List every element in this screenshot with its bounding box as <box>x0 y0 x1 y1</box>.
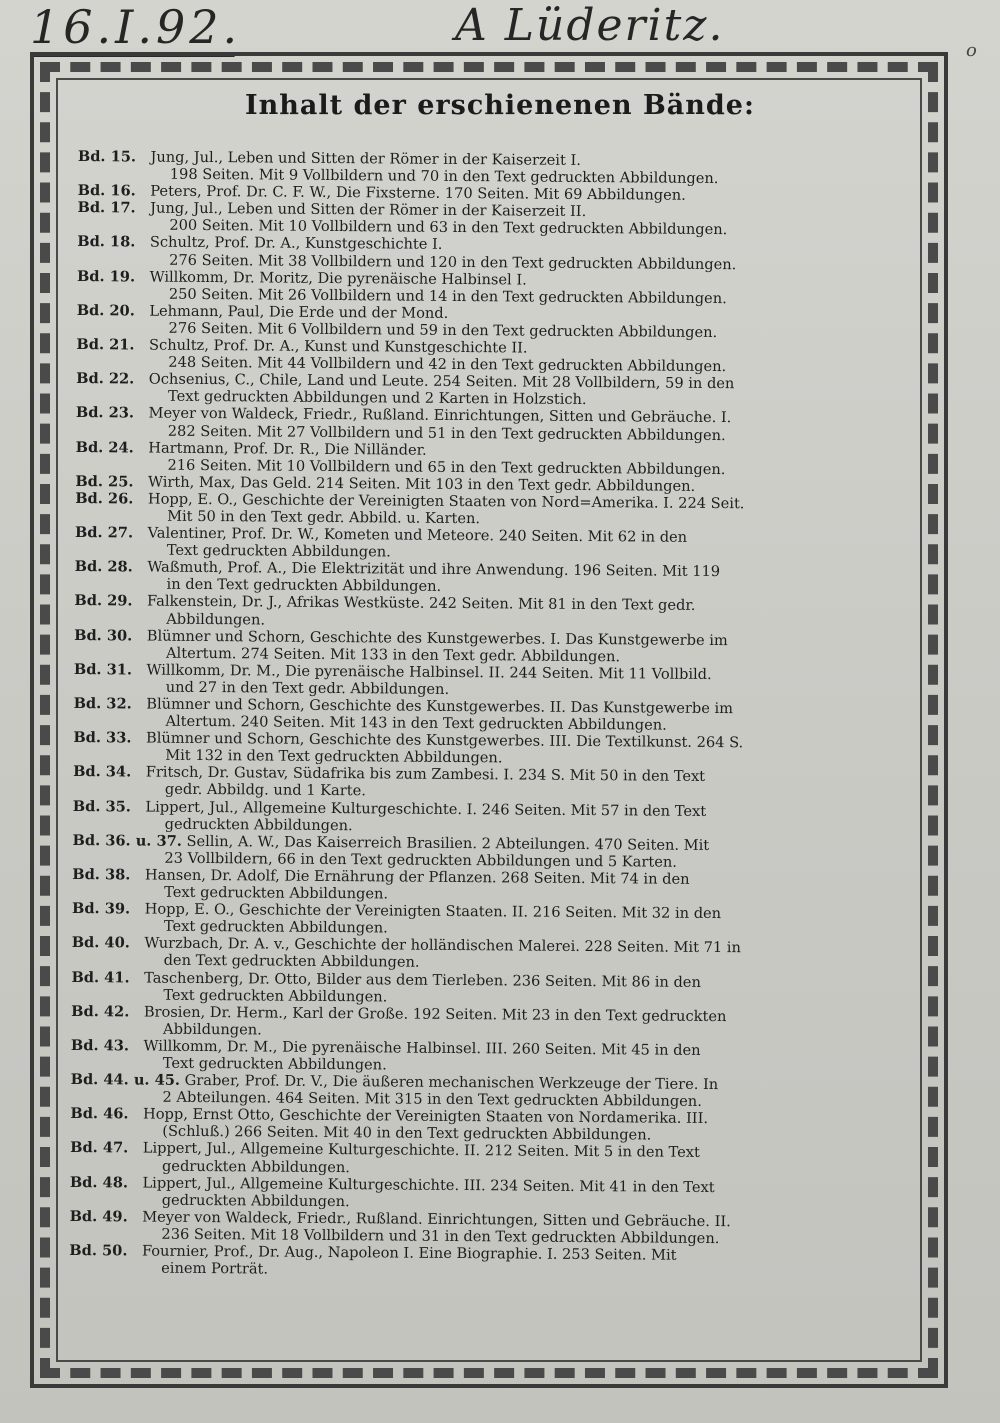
volume-title: Ochsenius, C., Chile, Land und Leute. 254 Seiten. Mit 28 Vollbildern, 59 in den <box>148 370 735 393</box>
volume-details: Altertum. 274 Seiten. Mit 133 in den Text gedr. Abbildungen. <box>165 644 621 665</box>
volume-number: Bd. 26. <box>75 489 134 508</box>
volume-number: Bd. 31. <box>73 660 133 679</box>
volume-title: Schultz, Prof. Dr. A., Kunstgeschichte I. <box>149 234 443 254</box>
volume-details: gedruckten Abbildungen. <box>161 1191 350 1210</box>
volume-number: Bd. 29. <box>74 592 133 610</box>
volume-title: Wurzbach, Dr. A. v., Geschichte der holländischen Malerei. 228 Seiten. Mit 71 in <box>144 934 741 957</box>
volume-title: Meyer von Waldeck, Friedr., Rußland. Einrichtungen, Sitten und Gebräuche. I. <box>148 404 732 427</box>
volume-number: Bd. 40. <box>71 934 130 952</box>
volume-number: Bd. 20. <box>76 301 135 320</box>
volume-details: 216 Seiten. Mit 10 Vollbildern und 65 in den Text gedruckten Abbildungen. <box>167 456 726 478</box>
volume-number: Bd. 43. <box>70 1036 130 1055</box>
volume-title: Willkomm, Dr. Moritz, Die pyrenäische Halbinsel I. <box>149 268 527 289</box>
volume-details: Altertum. 240 Seiten. Mit 143 in den Text gedruckten Abbildungen. <box>165 712 667 734</box>
volume-details: 276 Seiten. Mit 38 Vollbildern und 120 in den Text gedruckten Abbildungen. <box>169 251 737 273</box>
volume-title: Lippert, Jul., Allgemeine Kulturgeschichte. II. 212 Seiten. Mit 5 in den Text <box>142 1139 700 1162</box>
volume-title: Blümner und Schorn, Geschichte des Kunstgewerbes. III. Die Textilkunst. 264 S. <box>145 729 744 752</box>
volume-number: Bd. 36. u. 37. <box>72 831 182 850</box>
volume-title: Lippert, Jul., Allgemeine Kulturgeschichte. I. 246 Seiten. Mit 57 in den Text <box>145 798 707 820</box>
handwritten-signature: A Lüderitz. <box>455 0 725 51</box>
volume-details: Text gedruckten Abbildungen. <box>166 541 391 561</box>
volume-title: Lippert, Jul., Allgemeine Kulturgeschichte. III. 234 Seiten. Mit 41 in den Text <box>142 1174 715 1196</box>
volume-title: Hopp, Ernst Otto, Geschichte der Vereinigten Staaten von Nordamerika. III. <box>142 1105 709 1128</box>
volume-details: einem Porträt. <box>161 1259 269 1278</box>
volume-details: gedruckten Abbildungen. <box>164 815 353 834</box>
volume-title: Hansen, Dr. Adolf, Die Ernährung der Pflanzen. 268 Seiten. Mit 74 in den <box>144 866 690 888</box>
volume-details: 282 Seiten. Mit 27 Vollbildern und 51 in den Text gedruckten Abbildungen. <box>167 422 726 444</box>
handwritten-date: 16.I.92. <box>30 0 242 54</box>
volume-number: Bd. 17. <box>77 199 136 217</box>
volume-details: Text gedruckten Abbildungen. <box>163 917 388 937</box>
volume-title: Hartmann, Prof. Dr. R., Die Nilländer. <box>148 439 427 459</box>
volume-title: Meyer von Waldeck, Friedr., Rußland. Einrichtungen, Sitten und Gebräuche. II. <box>142 1208 731 1230</box>
volume-title: Lehmann, Paul, Die Erde und der Mond. <box>149 302 449 322</box>
volume-title: Blümner und Schorn, Geschichte des Kunstgewerbes. II. Das Kunstgewerbe im <box>146 695 734 718</box>
volume-number: Bd. 23. <box>75 404 135 422</box>
volume-number: Bd. 48. <box>69 1173 129 1192</box>
volume-details: Mit 132 in den Text gedruckten Abbildungen. <box>165 746 503 767</box>
volume-number: Bd. 42. <box>71 1002 130 1021</box>
volume-number: Bd. 21. <box>76 336 135 354</box>
volume-details: 250 Seiten. Mit 26 Vollbildern und 14 in den Text gedruckten Abbildungen. <box>168 285 727 307</box>
volume-number: Bd. 46. <box>70 1105 129 1123</box>
volume-number: Bd. 15. <box>77 148 137 166</box>
volume-details: Mit 50 in den Text gedr. Abbild. u. Karten. <box>167 507 481 528</box>
volume-details: 2 Abteilungen. 464 Seiten. Mit 315 in den Text gedruckten Abbildungen. <box>162 1088 702 1111</box>
volume-details: in den Text gedruckten Abbildungen. <box>166 576 442 596</box>
volume-details: Abbildungen. <box>166 610 266 629</box>
volume-title: Willkomm, Dr. M., Die pyrenäische Halbinsel. II. 244 Seiten. Mit 11 Vollbild. <box>146 661 712 683</box>
volume-details: gedruckten Abbildungen. <box>161 1157 351 1176</box>
volume-number: Bd. 19. <box>76 267 136 286</box>
volume-title: Brosien, Dr. Herm., Karl der Große. 192 Seiten. Mit 23 in den Text gedruckten <box>143 1003 727 1025</box>
volume-number: Bd. 44. u. 45. <box>70 1071 181 1089</box>
volume-details: und 27 in den Text gedr. Abbildungen. <box>165 678 450 698</box>
volume-details: Text gedruckten Abbildungen und 2 Karten in Holzstich. <box>167 388 587 409</box>
volume-details: 236 Seiten. Mit 18 Vollbildern und 31 in den Text gedruckten Abbildungen. <box>161 1225 720 1247</box>
volume-details: Text gedruckten Abbildungen. <box>164 883 389 903</box>
volume-title: Hopp, E. O., Geschichte der Vereinigten Staaten von Nord=Amerika. I. 224 Seit. <box>147 490 745 513</box>
volume-title: Peters, Prof. Dr. C. F. W., Die Fixsterne. 170 Seiten. Mit 69 Abbildungen. <box>150 182 686 204</box>
volume-title: Hopp, E. O., Geschichte der Vereinigten Staaten. II. 216 Seiten. Mit 32 in den <box>144 900 722 923</box>
volume-title: Fournier, Prof., Dr. Aug., Napoleon I. Eine Biographie. I. 253 Seiten. Mit <box>141 1242 677 1264</box>
volume-title: Willkomm, Dr. M., Die pyrenäische Halbinsel. III. 260 Seiten. Mit 45 in den <box>143 1037 701 1059</box>
volume-title: Waßmuth, Prof. A., Die Elektrizität und ihre Anwendung. 196 Seiten. Mit 119 <box>147 558 721 581</box>
volume-number: Bd. 27. <box>74 524 134 542</box>
volume-entry <box>69 1242 879 1283</box>
volume-details: (Schluß.) 266 Seiten. Mit 40 in den Text gedruckten Abbildungen. <box>162 1123 652 1144</box>
volume-details: Abbildungen. <box>163 1020 262 1039</box>
volume-number: Bd. 28. <box>74 558 133 576</box>
volume-number: Bd. 34. <box>73 763 132 781</box>
volume-details: Text gedruckten Abbildungen. <box>163 986 388 1006</box>
volume-details: gedr. Abbildg. und 1 Karte. <box>164 781 366 800</box>
volume-number: Bd. 35. <box>72 797 131 815</box>
volume-number: Bd. 39. <box>71 900 131 918</box>
volume-number: Bd. 50. <box>69 1241 128 1260</box>
volume-title: Taschenberg, Dr. Otto, Bilder aus dem Tierleben. 236 Seiten. Mit 86 in den <box>144 969 701 991</box>
volume-title: Jung, Jul., Leben und Sitten der Römer in der Kaiserzeit II. <box>150 199 587 221</box>
volume-number: Bd. 16. <box>77 182 136 200</box>
volume-details: 23 Vollbildern, 66 in den Text gedruckten Abbildungen und 5 Karten. <box>164 849 678 871</box>
volume-details: 200 Seiten. Mit 10 Vollbildern und 63 in den Text gedruckten Abbildungen. <box>169 217 728 239</box>
volume-number: Bd. 30. <box>74 626 133 645</box>
volume-details: Text gedruckten Abbildungen. <box>162 1054 387 1074</box>
volume-number: Bd. 25. <box>75 472 134 491</box>
volume-details: 276 Seiten. Mit 6 Vollbildern und 59 in den Text gedruckten Abbildungen. <box>168 319 718 341</box>
volume-details: den Text gedruckten Abbildungen. <box>163 952 420 972</box>
volume-title: Graber, Prof. Dr. V., Die äußeren mechanischen Werkzeuge der Tiere. In <box>184 1071 719 1094</box>
volume-title: Valentiner, Prof. Dr. W., Kometen und Meteore. 240 Seiten. Mit 62 in den <box>147 524 688 546</box>
volume-number: Bd. 33. <box>73 729 132 747</box>
volume-title: Jung, Jul., Leben und Sitten der Römer in der Kaiserzeit I. <box>150 148 581 169</box>
volume-title: Sellin, A. W., Das Kaiserreich Brasilien. 2 Abteilungen. 470 Seiten. Mit <box>186 832 710 854</box>
volume-number: Bd. 24. <box>75 438 134 457</box>
volume-title: Wirth, Max, Das Geld. 214 Seiten. Mit 103 in den Text gedr. Abbildungen. <box>147 473 696 495</box>
volume-number: Bd. 47. <box>70 1139 129 1157</box>
volume-title: Schultz, Prof. Dr. A., Kunst und Kunstgeschichte II. <box>149 336 528 357</box>
volume-number: Bd. 41. <box>71 968 130 986</box>
volume-number: Bd. 49. <box>69 1207 128 1226</box>
margin-mark: o <box>966 40 977 61</box>
volume-title: Blümner und Schorn, Geschichte des Kunstgewerbes. I. Das Kunstgewerbe im <box>146 627 728 649</box>
volume-details: 198 Seiten. Mit 9 Vollbildern und 70 in den Text gedruckten Abbildungen. <box>169 165 719 188</box>
volume-title: Falkenstein, Dr. J., Afrikas Westküste. 242 Seiten. Mit 81 in den Text gedr. <box>147 592 696 615</box>
volume-title: Fritsch, Dr. Gustav, Südafrika bis zum Zambesi. I. 234 S. Mit 50 in den Text <box>145 763 706 786</box>
volume-details: 248 Seiten. Mit 44 Vollbildern und 42 in den Text gedruckten Abbildungen. <box>168 353 727 376</box>
volume-number: Bd. 22. <box>76 370 135 388</box>
volume-number: Bd. 32. <box>73 694 132 713</box>
page-title: Inhalt der erschienenen Bände: <box>245 90 755 121</box>
volume-number: Bd. 38. <box>72 865 131 884</box>
volume-number: Bd. 18. <box>77 233 136 251</box>
volume-list <box>69 148 888 1283</box>
